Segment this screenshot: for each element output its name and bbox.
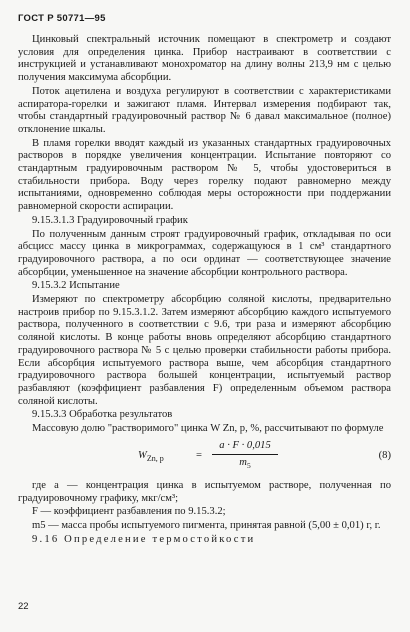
paragraph: Массовую долю "растворимого" цинка W Zn, р, %, рассчитывают по формуле <box>32 423 384 435</box>
subsection-heading: 9.15.3.1.3 Градуировочный график <box>32 214 188 226</box>
standard-designation: ГОСТ Р 50771—95 <box>18 13 106 24</box>
document-body <box>18 34 391 547</box>
subsection-heading: 9.15.3.3 Обработка результатов <box>32 409 173 421</box>
definition: где a — концентрация цинка в испытуемом растворе, полученная по градуировочному графику, мкг/см³; <box>18 479 391 504</box>
formula-equals: = <box>196 449 202 461</box>
paragraph: Цинковый спектральный источник помещают в спектрометр и создают условия для определения цинка. Прибор настраивают в соответствии с инструкцией и устанавливают монохроматор на длину волны 213,9 нм с целью получения максимума абсорбции. <box>18 34 391 84</box>
paragraph: По полученным данным строят градуировочный график, откладывая по оси абсцисс массу цинка в микрограммах, содержащуюся в 1 см³ стандартного градуировочного раствора, а по оси ординат — соответствующее значение абсорбции, уменьшенное на значение абсорбции контрольного раствора. <box>18 228 391 278</box>
formula-fraction <box>212 440 278 473</box>
formula-symbol: W <box>138 449 147 461</box>
formula-subscript: Zn, р <box>146 453 164 463</box>
definition: F — коэффициент разбавления по 9.15.3.2; <box>32 506 226 518</box>
formula <box>18 440 391 474</box>
formula-denominator-symbol: m <box>239 456 247 468</box>
formula-denominator-subscript: 5 <box>246 460 251 470</box>
formula-denominator <box>212 455 278 473</box>
paragraph: Измеряют по спектрометру абсорбцию соляной кислоты, предварительно настроив прибор по 9.15.3.1.2. Затем измеряют абсорбцию каждого испытуемого раствора, полученного в соответствии с 9.6, три раза и измеряют абсорбцию соляной кислоты. В конце работы вновь определяют абсорбцию стандартного градуировочного раствора № 5 с целью проверки стабильности работы прибора. Если абсорбция испытуемого раствора выше, чем абсорбция стандартного градуировочного раствора большей концентрации, испытуемый раствор разбавляют (коэффициент разбавления F) определенным объемом раствора соляной кислоты. <box>18 294 391 407</box>
definition: m5 — масса пробы испытуемого пигмента, принятая равной (5,00 ± 0,01) г, г. <box>32 519 381 531</box>
subsection-heading: 9.15.3.2 Испытание <box>32 280 120 292</box>
paragraph: В пламя горелки вводят каждый из указанных стандартных градуировочных растворов в порядке увеличения концентрации. Испытание повторяют со стандартным градуировочным раствором № 5, чтобы удостовериться в стабильности прибора. Воду через горелку подают равномерно между испытаниями, одновременно соблюдая меры осторожности при поддержании равномерной скорости аспирации. <box>18 137 391 213</box>
section-heading: 9.16 Определение термостойкости <box>32 533 256 545</box>
paragraph: Поток ацетилена и воздуха регулируют в соответствии с характеристиками аспиратора-горелки и зажигают пламя. Интервал измерения подбирают так, чтобы стандартный градуировочный раствор № 6 давал максимальное (полное) отклонение шкалы. <box>18 85 391 135</box>
page-number: 22 <box>18 601 29 612</box>
formula-number: (8) <box>378 449 391 461</box>
formula-numerator: a · F · 0,015 <box>212 440 278 455</box>
formula-lhs <box>138 450 164 466</box>
